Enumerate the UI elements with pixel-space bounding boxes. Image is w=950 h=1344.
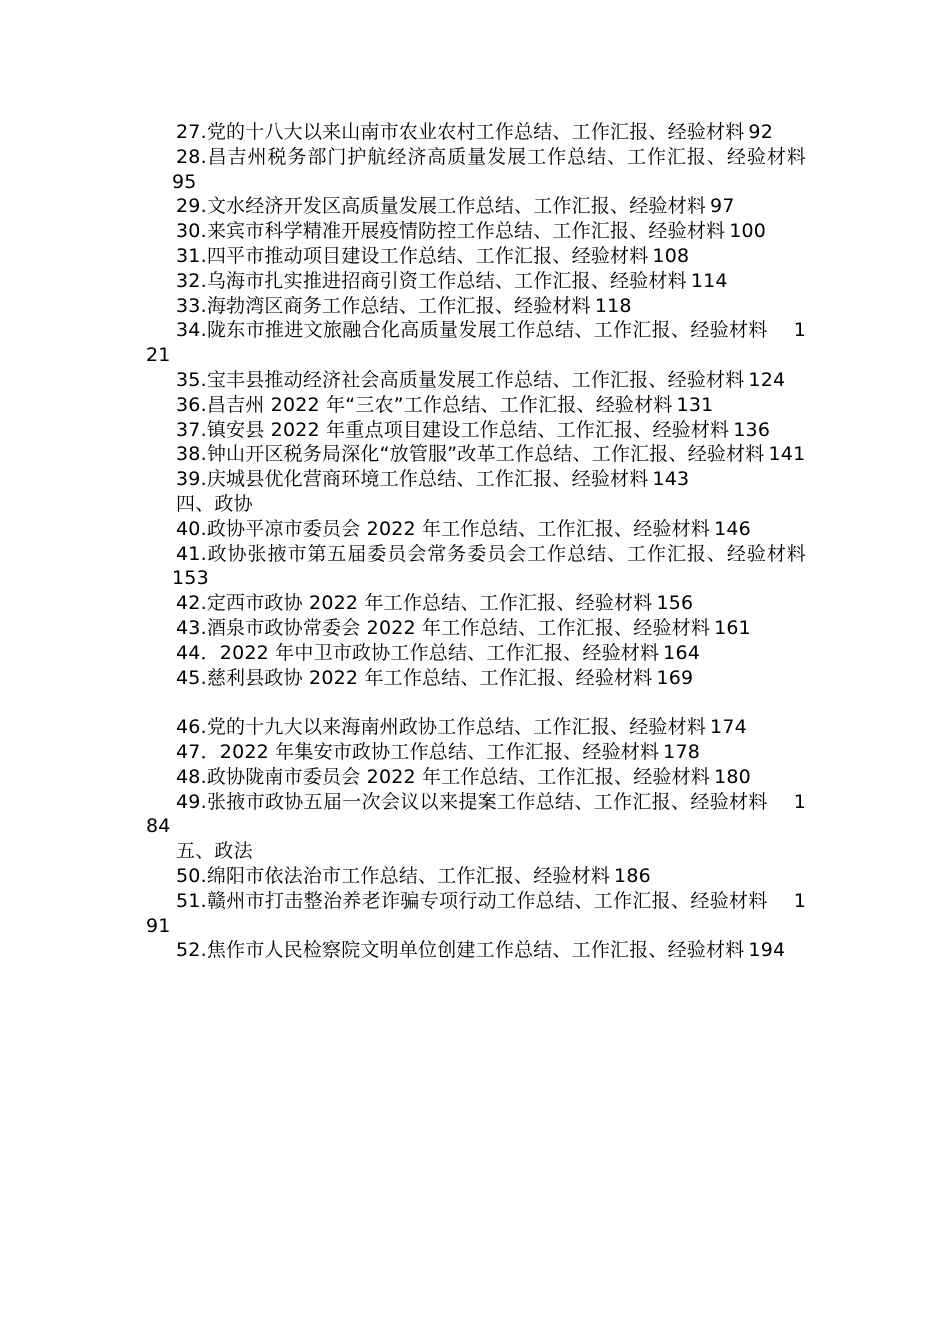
toc-page-number: 186: [614, 864, 651, 887]
toc-entry-title: 45.慈利县政协 2022 年工作总结、工作汇报、经验材料: [176, 666, 653, 689]
toc-entry-title: 43.酒泉市政协常委会 2022 年工作总结、工作汇报、经验材料: [176, 616, 711, 639]
toc-entry-title: 46.党的十九大以来海南州政协工作总结、工作汇报、经验材料: [176, 716, 707, 739]
toc-entry[interactable]: [146, 740, 806, 765]
toc-entry-title: 36.昌吉州 2022 年“三农”工作总结、工作汇报、经验材料: [176, 393, 673, 416]
toc-entry-title: 27.党的十八大以来山南市农业农村工作总结、工作汇报、经验材料: [176, 121, 745, 143]
toc-entry-title: 44．2022 年中卫市政协工作总结、工作汇报、经验材料: [176, 641, 660, 664]
toc-page-number: 161: [714, 616, 751, 639]
toc-page-number: 108: [652, 244, 690, 267]
toc-page-number: 146: [714, 517, 751, 540]
toc-page-number: 124: [748, 368, 786, 391]
toc-entry[interactable]: [146, 864, 806, 889]
toc-entry-title: 49.张掖市政协五届一次会议以来提案工作总结、工作汇报、经验材料: [176, 790, 768, 813]
toc-page-number: 97: [710, 195, 735, 218]
toc-entry-title: 41.政协张掖市第五届委员会常务委员会工作总结、工作汇报、经验材料: [176, 542, 806, 565]
toc-entry[interactable]: [146, 517, 806, 542]
toc-entry[interactable]: [146, 194, 806, 219]
toc-page-number: 121: [146, 319, 806, 367]
toc-entry-title: 51.赣州市打击整治养老诈骗专项行动工作总结、工作汇报、经验材料: [176, 889, 768, 912]
toc-entry[interactable]: [146, 666, 806, 691]
section-heading: 五、政法: [176, 840, 253, 863]
toc-entry-title: 34.陇东市推进文旅融合化高质量发展工作总结、工作汇报、经验材料: [176, 319, 768, 342]
toc-entry-title: 50.绵阳市依法治市工作总结、工作汇报、经验材料: [176, 864, 611, 887]
toc-entry[interactable]: [146, 641, 806, 666]
toc-entry[interactable]: [146, 120, 806, 145]
toc-page-number: 100: [729, 220, 767, 243]
toc-entry[interactable]: [146, 889, 806, 939]
toc-entry-title: 29.文水经济开发区高质量发展工作总结、工作汇报、经验材料: [176, 195, 707, 218]
toc-entry[interactable]: [146, 418, 806, 443]
toc-entry[interactable]: [146, 790, 806, 840]
toc-page-number: 191: [146, 889, 806, 937]
toc-entry-title: 37.镇安县 2022 年重点项目建设工作总结、工作汇报、经验材料: [176, 418, 730, 441]
toc-entry[interactable]: [146, 269, 806, 294]
toc-page-number: 95: [172, 170, 197, 193]
section-heading: 四、政协: [176, 492, 253, 515]
toc-entry[interactable]: [146, 294, 806, 319]
toc-entry[interactable]: [146, 467, 806, 492]
toc-entry-title: 35.宝丰县推动经济社会高质量发展工作总结、工作汇报、经验材料: [176, 368, 745, 391]
toc-entry-title: 31.四平市推动项目建设工作总结、工作汇报、经验材料: [176, 244, 649, 267]
toc-entry-title: 30.来宾市科学精准开展疫情防控工作总结、工作汇报、经验材料: [176, 220, 726, 243]
toc-page-number: 174: [710, 716, 747, 739]
toc-page-number: 131: [676, 393, 714, 416]
toc-entry-title: 47．2022 年集安市政协工作总结、工作汇报、经验材料: [176, 740, 660, 763]
toc-page-number: 164: [663, 641, 701, 664]
toc-entry[interactable]: [146, 765, 806, 790]
toc-page-number: 136: [733, 418, 771, 441]
toc-page-number: 180: [714, 765, 751, 788]
toc-entry[interactable]: [146, 715, 806, 740]
toc-page-number: 141: [768, 443, 806, 466]
toc-entry-title: 48.政协陇南市委员会 2022 年工作总结、工作汇报、经验材料: [176, 765, 711, 788]
toc-entry[interactable]: [146, 393, 806, 418]
toc-page-number: 178: [663, 740, 701, 763]
blank-line: [146, 690, 806, 715]
toc-entry[interactable]: [146, 368, 806, 393]
toc-entry[interactable]: [146, 616, 806, 641]
toc-page-number: 118: [594, 294, 632, 317]
toc-entry[interactable]: [146, 244, 806, 269]
toc-page-number: 153: [172, 567, 209, 590]
toc-entry[interactable]: [146, 442, 806, 467]
toc-page-number: 169: [656, 666, 694, 689]
toc-entry[interactable]: [146, 145, 806, 195]
toc-page-number: 194: [748, 939, 786, 962]
toc-entry-title: 40.政协平凉市委员会 2022 年工作总结、工作汇报、经验材料: [176, 517, 711, 540]
toc-page-number: 114: [690, 269, 728, 292]
table-of-contents: [146, 120, 806, 963]
toc-entry[interactable]: [146, 219, 806, 244]
toc-page-number: 92: [748, 121, 773, 143]
toc-entry[interactable]: [146, 542, 806, 592]
toc-entry[interactable]: [146, 591, 806, 616]
toc-entry-title: 33.海勃湾区商务工作总结、工作汇报、经验材料: [176, 294, 591, 317]
toc-entry-title: 42.定西市政协 2022 年工作总结、工作汇报、经验材料: [176, 592, 653, 615]
toc-entry-title: 28.昌吉州税务部门护航经济高质量发展工作总结、工作汇报、经验材料: [176, 145, 806, 168]
toc-entry-title: 52.焦作市人民检察院文明单位创建工作总结、工作汇报、经验材料: [176, 939, 745, 962]
toc-entry-title: 38.钟山开区税务局深化“放管服”改革工作总结、工作汇报、经验材料: [176, 443, 765, 466]
toc-page-number: 184: [146, 790, 806, 838]
toc-page-number: 156: [656, 592, 694, 615]
toc-entry[interactable]: [146, 318, 806, 368]
toc-entry-title: 39.庆城县优化营商环境工作总结、工作汇报、经验材料: [176, 468, 649, 491]
toc-entry-title: 32.乌海市扎实推进招商引资工作总结、工作汇报、经验材料: [176, 269, 687, 292]
toc-page-number: 143: [652, 468, 690, 491]
toc-entry[interactable]: [146, 938, 806, 963]
